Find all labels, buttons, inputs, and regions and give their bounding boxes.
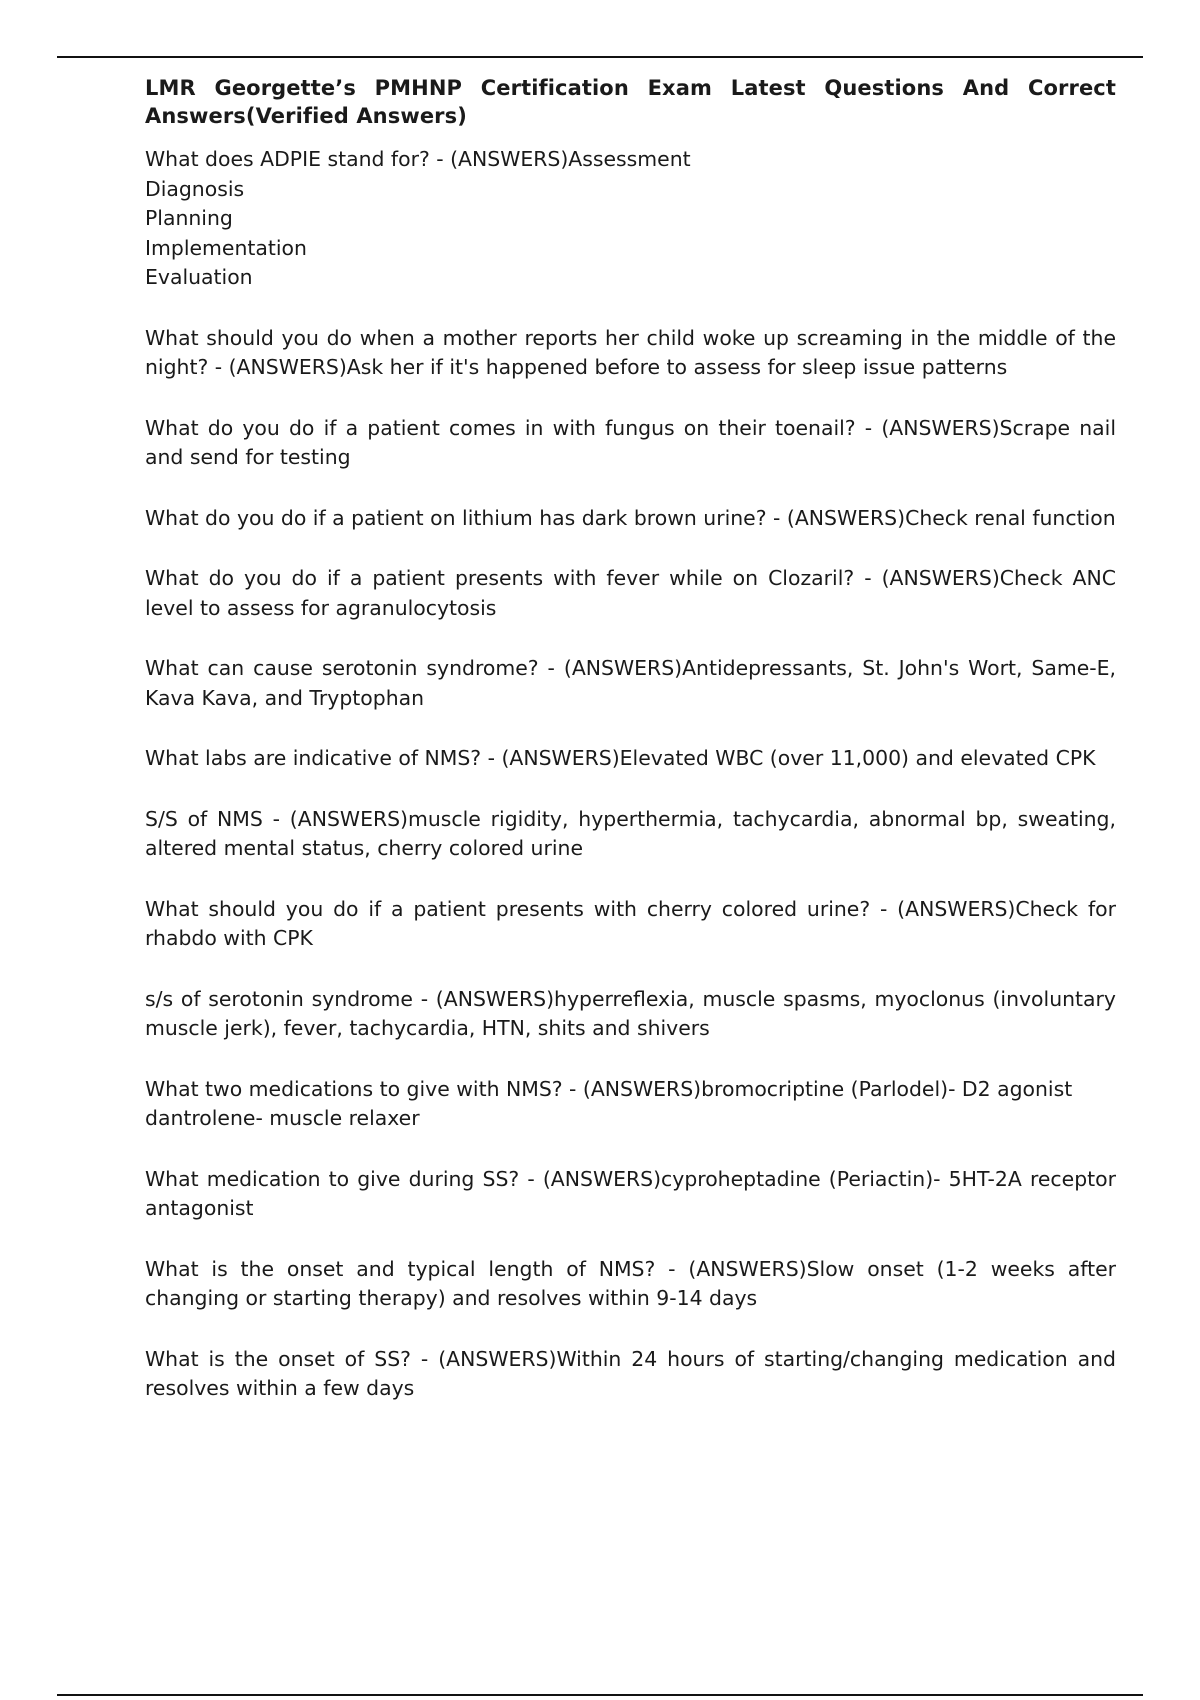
qa-line: What labs are indicative of NMS? - (ANSWERS)Elevated WBC (over 11,000) and elevated CPK xyxy=(145,746,1096,770)
document-body xyxy=(145,74,1116,1435)
qa-item-nms-medications xyxy=(145,1075,1116,1134)
qa-line: What medication to give during SS? - (ANSWERS)cyproheptadine (Periactin)- 5HT-2A receptor antagonist xyxy=(145,1166,1116,1220)
qa-item-nms-onset xyxy=(145,1255,1116,1314)
qa-line: What can cause serotonin syndrome? - (ANSWERS)Antidepressants, St. John's Wort, Same-E, Kava Kava, and Tryptophan xyxy=(145,656,1116,710)
qa-line: Diagnosis xyxy=(145,176,245,201)
qa-item-toenail-fungus xyxy=(145,414,1116,473)
qa-line: What should you do if a patient presents with cherry colored urine? - (ANSWERS)Check for rhabdo with CPK xyxy=(145,896,1116,950)
qa-line: S/S of NMS - (ANSWERS)muscle rigidity, hyperthermia, tachycardia, abnormal bp, sweating, altered mental status, cherry colored urine xyxy=(145,806,1116,860)
qa-list xyxy=(145,145,1116,1404)
qa-line: Implementation xyxy=(145,235,307,260)
qa-item-lithium-urine xyxy=(145,504,1116,534)
qa-item-ss-onset xyxy=(145,1345,1116,1404)
top-rule xyxy=(57,56,1143,58)
qa-line: What is the onset of SS? - (ANSWERS)Within 24 hours of starting/changing medication and resolves within a few days xyxy=(145,1346,1116,1400)
qa-item-serotonin-signs xyxy=(145,985,1116,1044)
bottom-rule xyxy=(57,1694,1143,1696)
qa-item-ss-medication xyxy=(145,1165,1116,1224)
qa-line: What do you do if a patient presents with fever while on Clozaril? - (ANSWERS)Check ANC level to assess for agranulocytosis xyxy=(145,566,1116,620)
qa-line: dantrolene- muscle relaxer xyxy=(145,1106,420,1130)
qa-line: s/s of serotonin syndrome - (ANSWERS)hyperreflexia, muscle spasms, myoclonus (involuntary muscle jerk), fever, tachycardia, HTN, shits and shivers xyxy=(145,986,1116,1040)
qa-line: What should you do when a mother reports her child woke up screaming in the middle of the night? - (ANSWERS)Ask her if it's happened before to assess for sleep issue patterns xyxy=(145,325,1116,379)
qa-line: What do you do if a patient on lithium has dark brown urine? - (ANSWERS)Check renal function xyxy=(145,505,1116,530)
qa-line: What does ADPIE stand for? - (ANSWERS)Assessment xyxy=(145,147,691,171)
qa-item-serotonin-causes xyxy=(145,654,1116,713)
qa-item-nms-labs xyxy=(145,744,1116,774)
qa-line: What two medications to give with NMS? - (ANSWERS)bromocriptine (Parlodel)- D2 agonist xyxy=(145,1076,1073,1101)
document-title: LMR Georgette’s PMHNP Certification Exam Latest Questions And Correct Answers(Verified Answers) xyxy=(145,76,1116,128)
qa-line: Evaluation xyxy=(145,265,253,289)
qa-item-clozaril-fever xyxy=(145,564,1116,623)
qa-item-child-screaming xyxy=(145,324,1116,383)
qa-line: Planning xyxy=(145,206,233,230)
qa-line: What do you do if a patient comes in with fungus on their toenail? - (ANSWERS)Scrape nail and send for testing xyxy=(145,415,1116,469)
qa-item-nms-signs xyxy=(145,805,1116,864)
qa-item-adpie xyxy=(145,145,1116,293)
qa-line: What is the onset and typical length of NMS? - (ANSWERS)Slow onset (1-2 weeks after changing or starting therapy) and resolves within 9-14 days xyxy=(145,1256,1116,1310)
qa-item-cherry-urine xyxy=(145,895,1116,954)
